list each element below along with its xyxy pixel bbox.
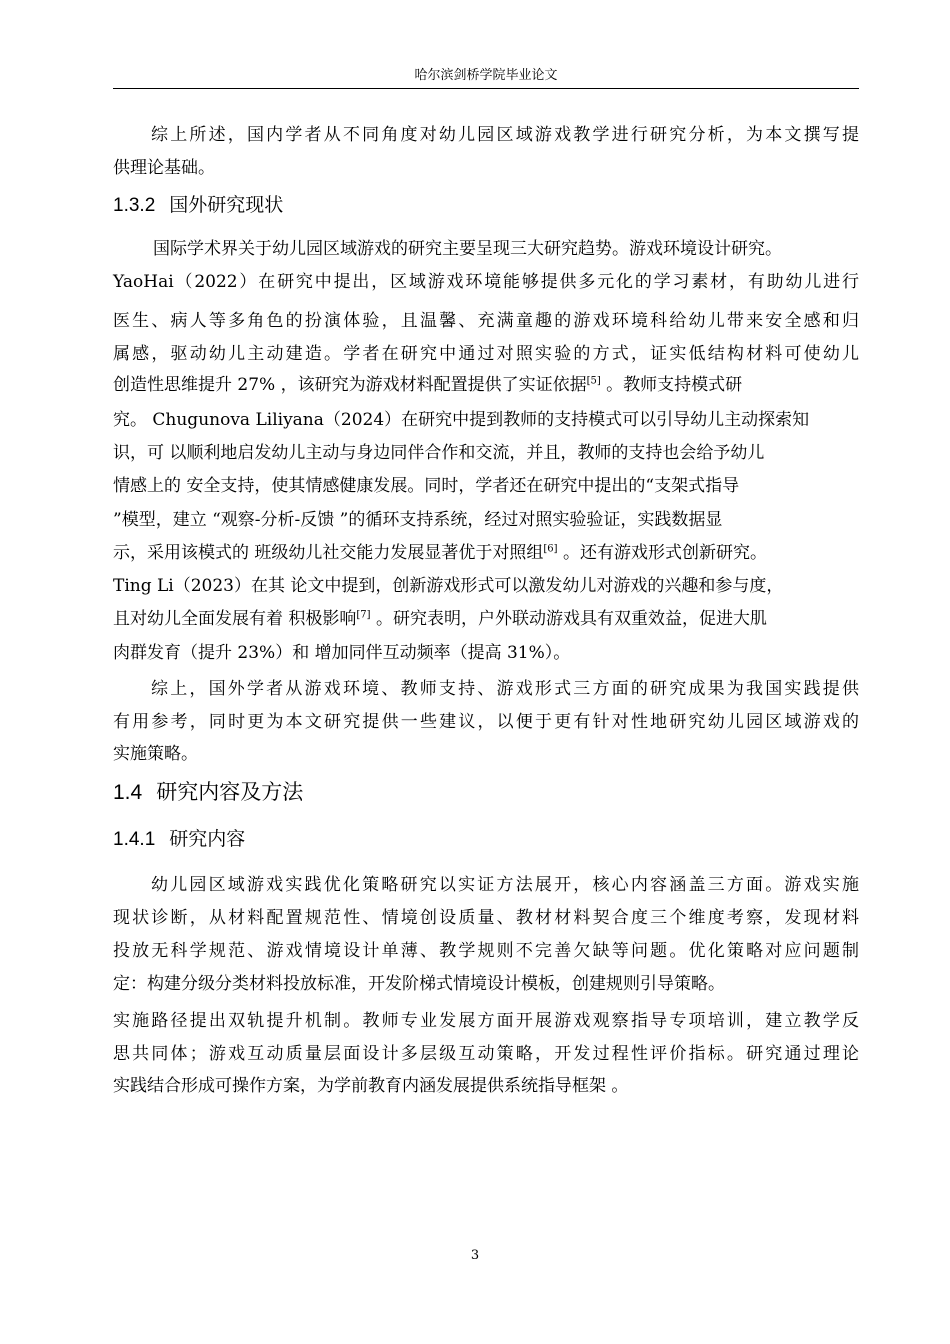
para-line: [113, 542, 767, 564]
para-line: 投放无科学规范、游戏情境设计单薄、教学规则不完善欠缺等问题。优化策略对应问题制: [113, 941, 859, 961]
para-line: 有用参考，同时更为本文研究提供一些建议，以便于更有针对性地研究幼儿园区域游戏的: [113, 712, 859, 732]
para-line: 情感上的 安全支持，使其情感健康发展。同时，学者还在研究中提出的“支架式指导: [113, 476, 740, 496]
para-line: 识，可 以顺利地启发幼儿主动与身边同伴合作和交流，并且，教师的支持也会给予幼儿: [113, 443, 765, 463]
section-heading-1-4: [113, 779, 303, 806]
para-line: 医生、病人等多角色的扮演体验，且温馨、充满童趣的游戏环境科给幼儿带来安全感和归: [113, 311, 859, 331]
para-line: 综上所述，国内学者从不同角度对幼儿园区域游戏教学进行研究分析，为本文撰写提: [151, 125, 859, 145]
para-line: 属感，驱动幼儿主动建造。学者在研究中通过对照实验的方式，证实低结构材料可使幼儿: [113, 344, 859, 364]
para-line: 实施路径提出双轨提升机制。教师专业发展方面开展游戏观察指导专项培训，建立教学反: [113, 1011, 859, 1031]
citation-ref[interactable]: [5]: [586, 375, 601, 387]
text-run: 且对幼儿全面发展有着 积极影响: [113, 609, 357, 629]
para-line: 实施策略。: [113, 744, 198, 764]
running-header: 哈尔滨剑桥学院毕业论文: [414, 68, 558, 83]
citation-ref[interactable]: [7]: [356, 609, 371, 621]
section-heading-1-4-1: [113, 827, 245, 852]
text-run: 。教师支持模式研: [600, 375, 743, 395]
para-line: 肉群发育（提升 23%）和 增加同伴互动频率（提高 31%）。: [113, 643, 571, 663]
section-title: 研究内容及方法: [156, 780, 304, 804]
para-line: 供理论基础。: [113, 158, 215, 178]
para-line: YaoHai（2022）在研究中提出，区域游戏环境能够提供多元化的学习素材，有助幼儿进行: [113, 272, 859, 292]
para-line: 思共同体；游戏互动质量层面设计多层级互动策略，开发过程性评价指标。研究通过理论: [113, 1044, 859, 1064]
section-number: 1.4.1: [113, 829, 156, 850]
section-title: 研究内容: [169, 828, 246, 850]
para-line: ”模型，建立 “观察-分析-反馈 ”的循环支持系统，经过对照实验验证，实践数据显: [113, 510, 723, 530]
text-run: 。研究表明，户外联动游戏具有双重效益，促进大肌: [370, 609, 767, 629]
header-rule: [113, 88, 859, 89]
para-line: [113, 374, 742, 396]
section-number: 1.4: [113, 781, 143, 804]
section-number: 1.3.2: [113, 195, 156, 216]
citation-ref[interactable]: [6]: [543, 543, 558, 555]
text-run: 创造性思维提升 27% ，该研究为游戏材料配置提供了实证依据: [113, 375, 587, 395]
para-line: 现状诊断，从材料配置规范性、情境创设质量、教材材料契合度三个维度考察，发现材料: [113, 908, 859, 928]
section-title: 国外研究现状: [169, 194, 284, 216]
para-line: 综上，国外学者从游戏环境、教师支持、游戏形式三方面的研究成果为我国实践提供: [151, 679, 859, 699]
text-run: 示，采用该模式的 班级幼儿社交能力发展显著优于对照组: [113, 543, 544, 563]
para-line: 幼儿园区域游戏实践优化策略研究以实证方法展开，核心内容涵盖三方面。游戏实施: [151, 875, 859, 895]
text-run: 。还有游戏形式创新研究。: [557, 543, 767, 563]
para-line: 定：构建分级分类材料投放标准，开发阶梯式情境设计模板，创建规则引导策略。: [113, 974, 725, 994]
para-line: 实践结合形成可操作方案，为学前教育内涵发展提供系统指导框架 。: [113, 1076, 629, 1096]
para-line: [113, 608, 767, 630]
para-line: Ting Li（2023）在其 论文中提到，创新游戏形式可以激发幼儿对游戏的兴趣和参与度，: [113, 576, 784, 596]
para-line: 国际学术界关于幼儿园区域游戏的研究主要呈现三大研究趋势。游戏环境设计研究。: [153, 239, 782, 259]
para-line: 究。 Chugunova Liliyana（2024）在研究中提到教师的支持模式可以引导幼儿主动探索知: [113, 410, 810, 430]
section-heading-1-3-2: [113, 193, 283, 218]
page-number: 3: [470, 1248, 480, 1263]
